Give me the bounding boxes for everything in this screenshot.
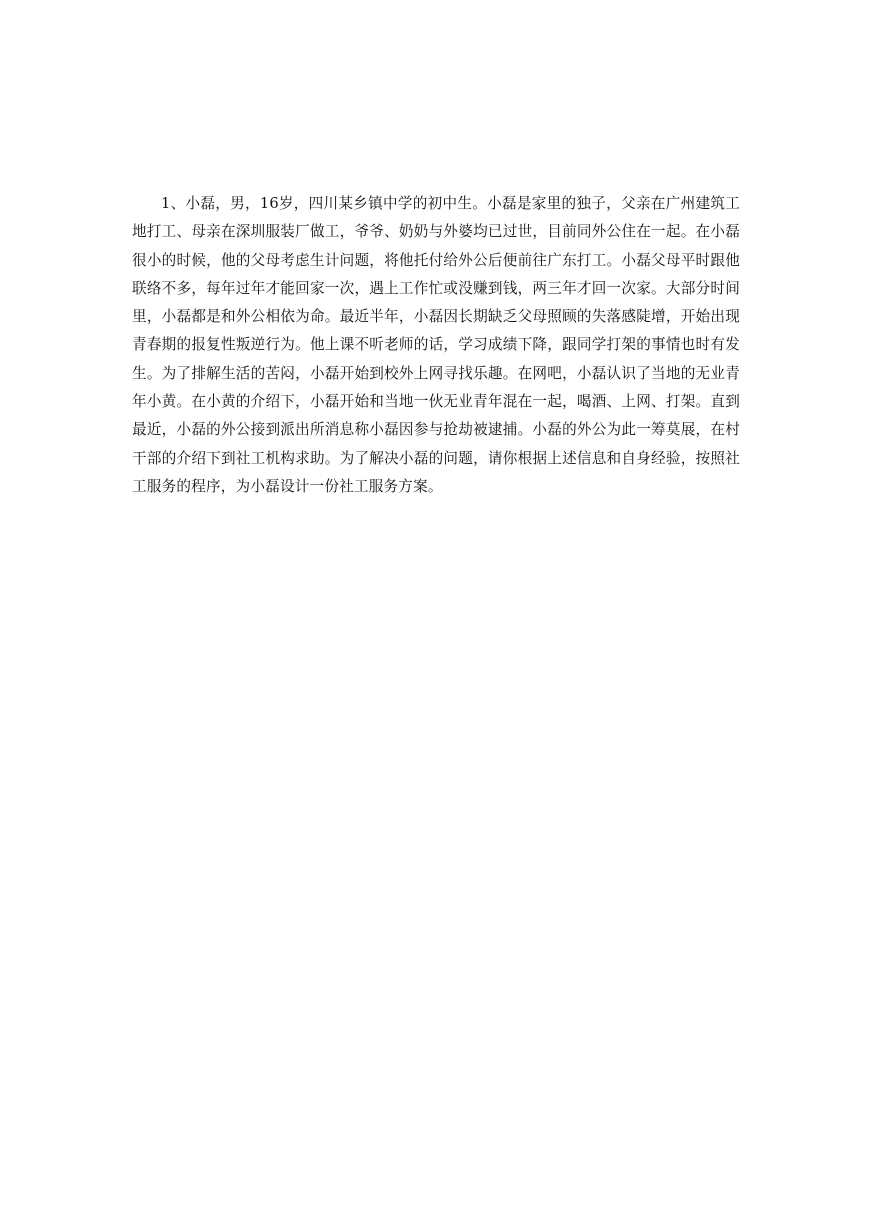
question-paragraph: 1、小磊，男，16岁，四川某乡镇中学的初中生。小磊是家里的独子，父亲在广州建筑工地打工、母亲在深圳服装厂做工，爷爷、奶奶与外婆均已过世，目前同外公住在一起。在小磊很小的时候，他的父母考虑生计问题，将他托付给外公后便前往广东打工。小磊父母平时跟他联络不多，每年过年才能回家一次，遇上工作忙或没赚到钱，两三年才回一次家。大部分时间里，小磊都是和外公相依为命。最近半年，小磊因长期缺乏父母照顾的失落感陡增，开始出现青春期的报复性叛逆行为。他上课不听老师的话，学习成绩下降，跟同学打架的事情也时有发生。为了排解生活的苦闷，小磊开始到校外上网寻找乐趣。在网吧，小磊认识了当地的无业青年小黄。在小黄的介绍下，小磊开始和当地一伙无业青年混在一起，喝酒、上网、打架。直到最近，小磊的外公接到派出所消息称小磊因参与抢劫被逮捕。小磊的外公为此一筹莫展，在村干部的介绍下到社工机构求助。为了解决小磊的问题，请你根据上述信息和自身经验，按照社工服务的程序，为小磊设计一份社工服务方案。 xyxy=(132,195,740,495)
